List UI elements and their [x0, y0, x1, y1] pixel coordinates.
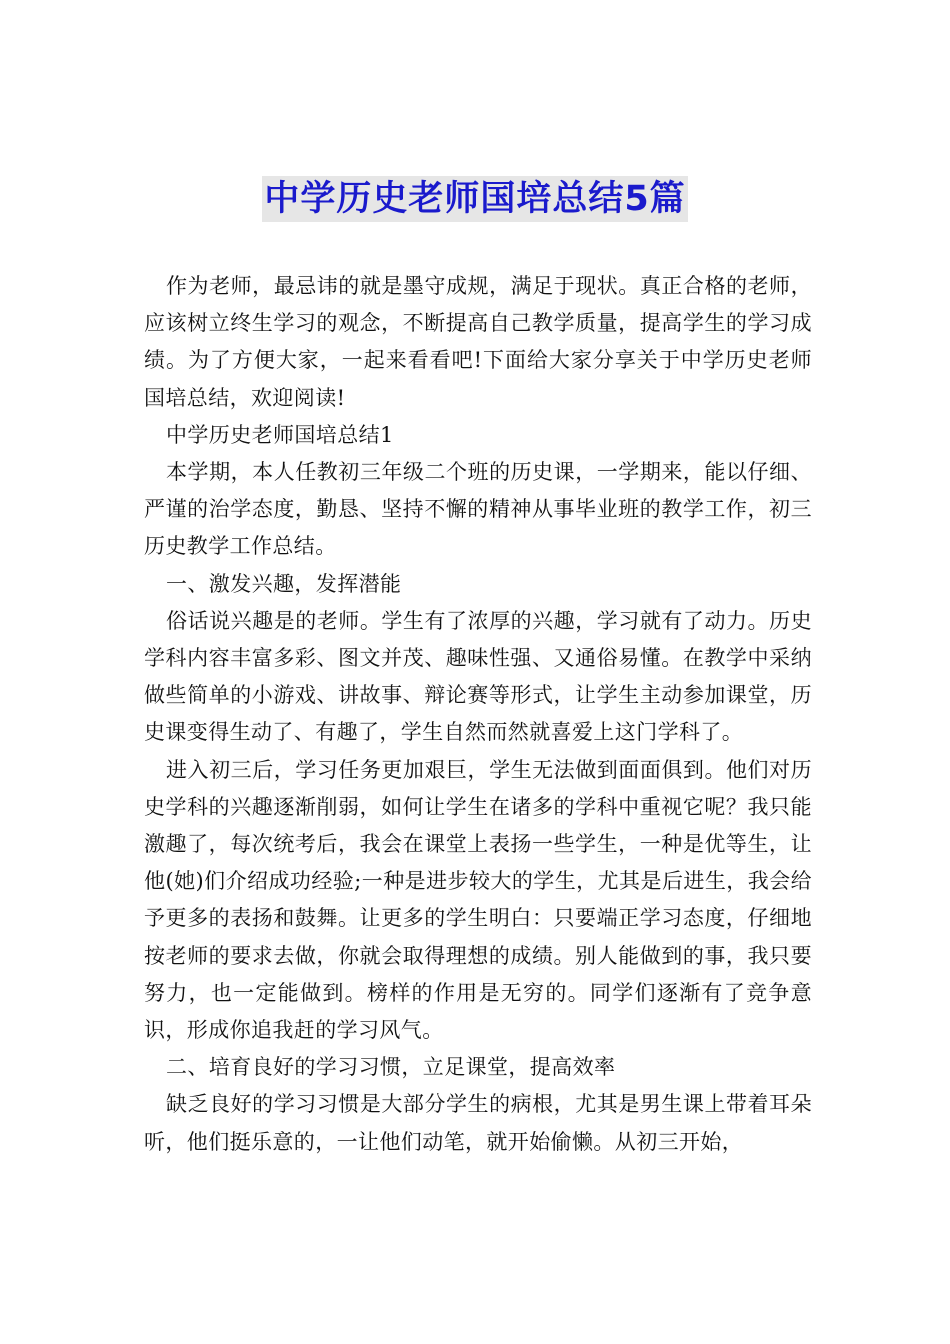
intro-paragraph: 作为老师，最忌讳的就是墨守成规，满足于现状。真正合格的老师，应该树立终生学习的观念，不断提高自己教学质量，提高学生的学习成绩。为了方便大家，一起来看看吧!下面给大家分享关于中学历史老师国培总结，欢迎阅读!: [144, 274, 812, 410]
body-paragraph: 俗话说兴趣是的老师。学生有了浓厚的兴趣，学习就有了动力。历史学科内容丰富多彩、图文并茂、趣味性强、又通俗易懂。在教学中采纳做些简单的小游戏、讲故事、辩论赛等形式，让学生主动参加课堂，历史课变得生动了、有趣了，学生自然而然就喜爱上这门学科了。: [144, 608, 812, 745]
body-paragraph: 本学期，本人任教初三年级二个班的历史课，一学期来，能以仔细、严谨的治学态度，勤恳、坚持不懈的精神从事毕业班的教学工作，初三历史教学工作总结。: [144, 460, 812, 559]
section-heading-2: 二、培育良好的学习习惯，立足课堂，提高效率: [166, 1055, 616, 1080]
document-body: [144, 268, 812, 1161]
title-container: [0, 176, 950, 222]
section-heading-1: 一、激发兴趣，发挥潜能: [166, 571, 402, 596]
section-heading-summary-1: 中学历史老师国培总结1: [166, 422, 394, 447]
document-title: 中学历史老师国培总结5篇: [262, 176, 687, 222]
body-paragraph: 缺乏良好的学习习惯是大部分学生的病根，尤其是男生课上带着耳朵听，他们挺乐意的，一让他们动笔，就开始偷懒。从初三开始，: [144, 1092, 812, 1154]
body-paragraph: 进入初三后，学习任务更加艰巨，学生无法做到面面俱到。他们对历史学科的兴趣逐渐削弱，如何让学生在诸多的学科中重视它呢？我只能激趣了，每次统考后，我会在课堂上表扬一些学生，一种是优等生，让他(她)们介绍成功经验;一种是进步较大的学生，尤其是后进生，我会给予更多的表扬和鼓舞。让更多的学生明白：只要端正学习态度，仔细地按老师的要求去做，你就会取得理想的成绩。别人能做到的事，我只要努力，也一定能做到。榜样的作用是无穷的。同学们逐渐有了竞争意识，形成你追我赶的学习风气。: [144, 757, 812, 1043]
